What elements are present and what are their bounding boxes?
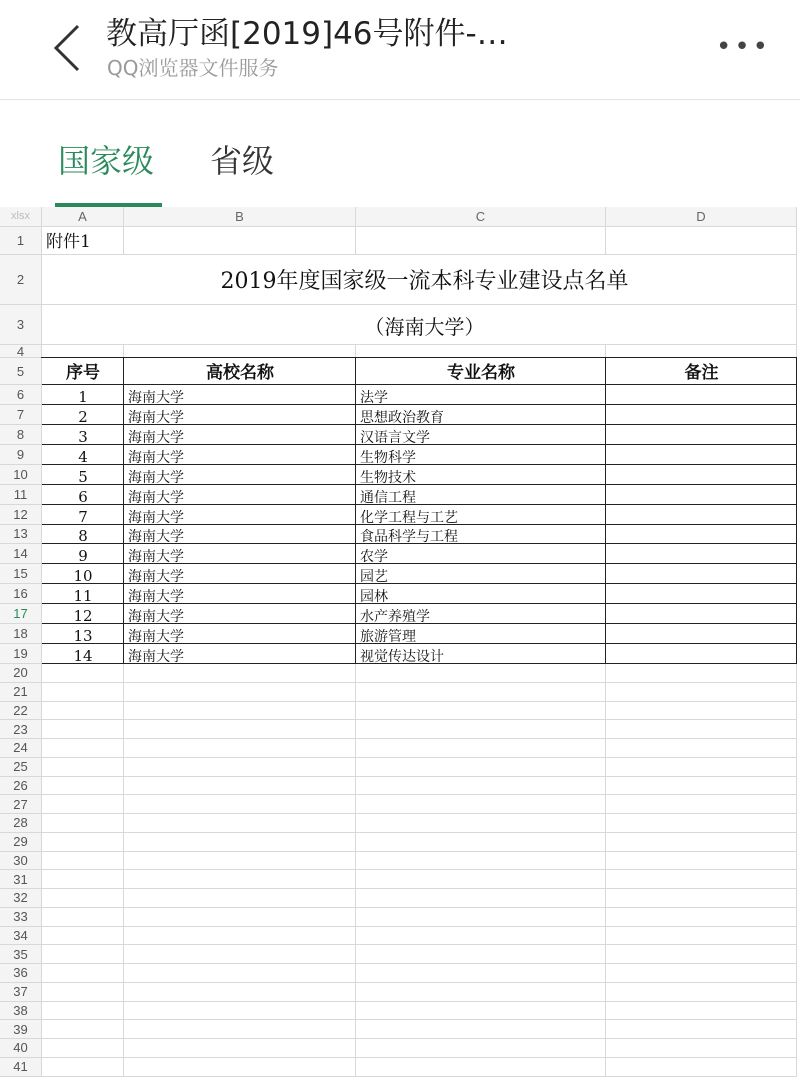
cell[interactable] [606, 795, 797, 814]
cell[interactable] [124, 227, 356, 255]
row-index: 14 [73, 647, 93, 665]
cell[interactable] [606, 739, 797, 758]
column-header-C[interactable]: C [356, 207, 606, 227]
cell[interactable] [124, 852, 356, 871]
tab-national[interactable]: 国家级 [58, 142, 155, 180]
cell[interactable] [42, 927, 124, 946]
cell[interactable] [606, 758, 797, 777]
cell[interactable] [124, 720, 356, 739]
remark [610, 385, 797, 405]
row-header[interactable]: 25 [0, 758, 42, 777]
cell[interactable] [124, 945, 356, 964]
row-header[interactable]: 32 [0, 889, 42, 908]
row-header[interactable]: 34 [0, 927, 42, 946]
row-header[interactable]: 14 [0, 544, 42, 564]
cell[interactable] [606, 227, 797, 255]
row-header[interactable]: 38 [0, 1002, 42, 1021]
cell[interactable] [124, 683, 356, 702]
cell[interactable] [42, 833, 124, 852]
row-index: 13 [73, 627, 93, 646]
row-header[interactable]: 36 [0, 964, 42, 983]
major-name: 视觉传达设计 [360, 649, 444, 665]
cell[interactable] [606, 964, 797, 983]
row-header[interactable]: 9 [0, 445, 42, 465]
row-header[interactable]: 27 [0, 795, 42, 814]
remark [610, 564, 797, 584]
major-name: 食品科学与工程 [360, 529, 458, 546]
row-header[interactable]: 31 [0, 870, 42, 889]
row-header[interactable]: 15 [0, 564, 42, 584]
table-header: 高校名称 [206, 363, 274, 383]
cell[interactable] [124, 739, 356, 758]
cell[interactable] [124, 777, 356, 796]
university-name: 海南大学 [128, 649, 184, 665]
cell[interactable] [606, 852, 797, 871]
major-name: 园艺 [360, 569, 388, 586]
row-header[interactable]: 10 [0, 465, 42, 485]
cell[interactable] [356, 814, 606, 833]
university-name: 海南大学 [128, 529, 184, 546]
cell[interactable] [124, 702, 356, 721]
university-name: 海南大学 [128, 469, 184, 486]
spreadsheet-grid[interactable] [0, 207, 800, 1075]
cell[interactable] [606, 683, 797, 702]
university-name: 海南大学 [128, 629, 184, 646]
cell[interactable] [606, 908, 797, 927]
cell[interactable] [124, 870, 356, 889]
row-header[interactable]: 7 [0, 405, 42, 425]
row-index: 6 [78, 487, 88, 506]
row-header[interactable]: 33 [0, 908, 42, 927]
row-header[interactable]: 21 [0, 683, 42, 702]
row-header[interactable]: 20 [0, 664, 42, 683]
row-index: 5 [78, 467, 88, 486]
row-header[interactable]: 19 [0, 644, 42, 664]
cell[interactable] [42, 814, 124, 833]
row-header[interactable]: 5 [0, 358, 42, 385]
row-header[interactable]: 28 [0, 814, 42, 833]
cell[interactable] [124, 908, 356, 927]
cell[interactable] [124, 758, 356, 777]
cell[interactable] [606, 1002, 797, 1021]
cell[interactable] [42, 908, 124, 927]
row-header[interactable]: 4 [0, 345, 42, 358]
cell[interactable] [606, 1058, 797, 1077]
cell[interactable] [356, 852, 606, 871]
cell[interactable] [606, 889, 797, 908]
more-icon[interactable]: ••• [716, 32, 772, 62]
cell[interactable] [124, 927, 356, 946]
row-header[interactable]: 1 [0, 227, 42, 255]
row-index: 2 [78, 407, 88, 426]
row-header[interactable]: 18 [0, 624, 42, 644]
cell[interactable] [42, 1002, 124, 1021]
cell[interactable] [356, 758, 606, 777]
row-header[interactable]: 24 [0, 739, 42, 758]
major-name: 园林 [360, 589, 388, 606]
row-index: 3 [78, 427, 88, 446]
cell[interactable] [356, 664, 606, 683]
row-index: 10 [73, 567, 93, 586]
cell[interactable] [606, 1039, 797, 1058]
university-name: 海南大学 [128, 609, 184, 626]
cell[interactable] [356, 739, 606, 758]
row-header[interactable]: 22 [0, 702, 42, 721]
cell[interactable] [606, 833, 797, 852]
cell[interactable] [124, 889, 356, 908]
cell[interactable] [606, 720, 797, 739]
row-header[interactable]: 41 [0, 1058, 42, 1077]
document-title: 教高厅函[2019]46号附件-… [106, 16, 508, 52]
major-name: 化学工程与工艺 [360, 509, 458, 526]
document-source: QQ浏览器文件服务 [107, 56, 279, 80]
cell[interactable] [356, 702, 606, 721]
cell[interactable] [356, 983, 606, 1002]
table-header: 备注 [684, 363, 719, 383]
cell[interactable] [42, 777, 124, 796]
university-name: 海南大学 [128, 389, 184, 406]
remark [610, 405, 797, 425]
column-header-A[interactable]: A [42, 207, 124, 227]
cell[interactable] [606, 664, 797, 683]
cell[interactable] [42, 683, 124, 702]
row-header[interactable]: 8 [0, 425, 42, 445]
cell[interactable] [356, 795, 606, 814]
cell[interactable] [356, 1002, 606, 1021]
cell[interactable] [356, 777, 606, 796]
cell[interactable] [606, 927, 797, 946]
cell[interactable] [356, 833, 606, 852]
cell[interactable] [606, 870, 797, 889]
major-name: 农学 [360, 549, 388, 566]
cell[interactable] [606, 702, 797, 721]
major-name: 水产养殖学 [360, 609, 430, 626]
row-header[interactable]: 13 [0, 525, 42, 545]
cell[interactable] [356, 720, 606, 739]
cell[interactable] [124, 1039, 356, 1058]
remark [610, 445, 797, 465]
remark [610, 505, 797, 525]
column-header-B[interactable]: B [124, 207, 356, 227]
row-header[interactable]: 40 [0, 1039, 42, 1058]
cell[interactable] [356, 908, 606, 927]
cell[interactable] [356, 1039, 606, 1058]
cell[interactable] [42, 739, 124, 758]
sheet-title: 2019年度国家级一流本科专业建设点名单 [220, 269, 629, 294]
cell[interactable] [124, 964, 356, 983]
column-header-D[interactable]: D [606, 207, 797, 227]
cell[interactable] [356, 1020, 606, 1039]
cell[interactable] [42, 870, 124, 889]
remark [610, 544, 797, 564]
row-header[interactable]: 11 [0, 485, 42, 505]
cell[interactable] [356, 927, 606, 946]
major-name: 法学 [360, 389, 388, 406]
tab-provincial[interactable]: 省级 [210, 142, 275, 180]
university-name: 海南大学 [128, 489, 184, 506]
cell[interactable] [42, 702, 124, 721]
row-index: 9 [78, 547, 88, 566]
cell[interactable] [606, 983, 797, 1002]
cell[interactable] [42, 795, 124, 814]
university-name: 海南大学 [128, 409, 184, 426]
major-name: 旅游管理 [360, 629, 416, 646]
row-header[interactable]: 26 [0, 777, 42, 796]
attachment-label: 附件1 [46, 232, 91, 252]
row-header[interactable]: 3 [0, 305, 42, 345]
cell[interactable] [124, 1002, 356, 1021]
cell[interactable] [356, 683, 606, 702]
major-name: 生物科学 [360, 449, 416, 466]
cell[interactable] [606, 1020, 797, 1039]
row-index: 4 [78, 447, 88, 466]
cell[interactable] [42, 964, 124, 983]
major-name: 思想政治教育 [360, 409, 444, 426]
cell[interactable] [42, 664, 124, 683]
major-name: 汉语言文学 [360, 429, 430, 446]
top-bar [0, 0, 800, 100]
cell[interactable] [124, 833, 356, 852]
row-header[interactable]: 23 [0, 720, 42, 739]
cell[interactable] [356, 945, 606, 964]
row-index: 12 [73, 607, 93, 626]
row-index: 1 [78, 387, 88, 406]
row-header[interactable]: 30 [0, 852, 42, 871]
cell[interactable] [42, 758, 124, 777]
university-name: 海南大学 [128, 569, 184, 586]
row-header[interactable]: 12 [0, 505, 42, 525]
cell[interactable] [606, 814, 797, 833]
university-name: 海南大学 [128, 429, 184, 446]
university-name: 海南大学 [128, 449, 184, 466]
major-name: 生物技术 [360, 469, 416, 486]
remark [610, 425, 797, 445]
remark [610, 465, 797, 485]
row-index: 11 [73, 587, 93, 606]
cell[interactable] [42, 1039, 124, 1058]
remark [610, 604, 797, 624]
remark [610, 525, 797, 545]
cell[interactable] [42, 889, 124, 908]
sheet-corner: xlsx [0, 207, 42, 227]
cell[interactable] [356, 1058, 606, 1077]
row-index: 7 [78, 507, 88, 526]
row-header[interactable]: 35 [0, 945, 42, 964]
row-header[interactable]: 39 [0, 1020, 42, 1039]
cell[interactable] [124, 983, 356, 1002]
remark [610, 644, 797, 664]
cell[interactable] [42, 1058, 124, 1077]
cell[interactable] [42, 945, 124, 964]
row-header[interactable]: 2 [0, 255, 42, 305]
cell[interactable] [124, 1058, 356, 1077]
cell[interactable] [124, 814, 356, 833]
cell[interactable] [124, 664, 356, 683]
cell[interactable] [42, 1020, 124, 1039]
row-header[interactable]: 17 [0, 604, 42, 624]
row-header[interactable]: 6 [0, 385, 42, 405]
cell[interactable] [42, 720, 124, 739]
row-header[interactable]: 37 [0, 983, 42, 1002]
cell[interactable] [606, 777, 797, 796]
university-name: 海南大学 [128, 589, 184, 606]
back-icon[interactable] [48, 22, 88, 74]
remark [610, 485, 797, 505]
table-header: 专业名称 [447, 363, 515, 383]
university-name: 海南大学 [128, 549, 184, 566]
cell[interactable] [356, 889, 606, 908]
remark [610, 584, 797, 604]
cell[interactable] [42, 852, 124, 871]
cell[interactable] [356, 964, 606, 983]
cell[interactable] [42, 983, 124, 1002]
row-index: 8 [78, 527, 88, 546]
cell[interactable] [356, 227, 606, 255]
cell[interactable] [124, 795, 356, 814]
cell[interactable] [124, 1020, 356, 1039]
remark [610, 624, 797, 644]
row-header[interactable]: 29 [0, 833, 42, 852]
sheet-tabs [0, 100, 800, 207]
table-header: 序号 [66, 363, 100, 383]
major-name: 通信工程 [360, 489, 416, 506]
sheet-subtitle: （海南大学） [364, 315, 485, 339]
row-header[interactable]: 16 [0, 584, 42, 604]
cell[interactable] [606, 945, 797, 964]
cell[interactable] [356, 870, 606, 889]
university-name: 海南大学 [128, 509, 184, 526]
